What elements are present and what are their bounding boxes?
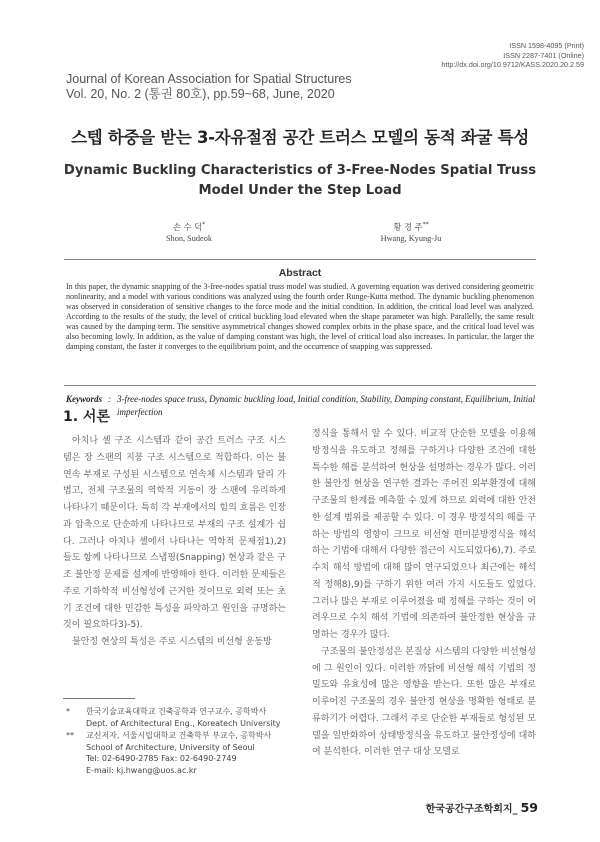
page-footer <box>426 800 538 815</box>
left-column <box>63 433 286 651</box>
title-english: Dynamic Buckling Characteristics of 3-Free-Nodes Spatial Truss Model Under the Step Load <box>63 163 537 198</box>
title-korean: 스텝 하중을 받는 3-자유절점 공간 트러스 모델의 동적 좌굴 특성 <box>71 128 529 147</box>
doi-link[interactable]: http://dx.doi.org/10.9712/KASS.2020.20.2.59 <box>441 60 584 70</box>
body-paragraph: 구조물의 불안정성은 본질상 시스템의 다양한 비선형성에 그 원인이 있다. 이러한 까닭에 비선형 해석 기법의 정밀도와 유효성에 많은 영향을 받는다. 또한 많은 부재로 이루어진 구조물의 경우 불안정 현상을 명확한 형태로 분류하기가 어렵다. 그래서 주로 단순한 부재들로 형성된 모델을 일반화하여 상태방정식을 유도하고 불안정성에 대하여 분석한다. 이러한 연구 대상 모델로 <box>312 646 536 758</box>
author-1-english: Shon, Sudeok <box>165 233 213 243</box>
footnote-1-mark: * <box>66 707 70 716</box>
page-number: 59 <box>520 800 538 815</box>
footnote-line: 교신저자, 서울시립대학교 건축학부 부교수, 공학박사 <box>86 731 272 740</box>
footnote-line: Dept. of Architectural Eng., Koreatech University <box>86 718 281 728</box>
footnote-1 <box>66 706 290 729</box>
footnote-email[interactable]: E-mail: kj.hwang@uos.ac.kr <box>86 765 197 775</box>
body-paragraph: 불안정 현상의 특성은 주로 시스템의 비선형 운동방 <box>72 637 272 647</box>
issn-print: ISSN 1598-4095 (Print) <box>509 41 584 50</box>
author-2-korean: 황 경 주 <box>393 221 423 232</box>
abstract-top-rule <box>64 259 536 260</box>
author-2-mark: ** <box>422 221 429 228</box>
keywords-label: Keywords <box>66 394 102 404</box>
keywords-colon: : <box>108 394 111 404</box>
journal-volume: Vol. 20, No. 2 (통권 80호), pp.59~68, June, 2020 <box>66 86 335 101</box>
abstract-bottom-rule <box>64 385 536 386</box>
footnote-2 <box>66 730 290 776</box>
footnote-2-mark: ** <box>66 731 74 740</box>
abstract-heading: Abstract <box>278 267 322 279</box>
author-1-mark: * <box>202 221 206 228</box>
author-1 <box>129 219 249 245</box>
footer-separator: _ <box>512 804 518 815</box>
right-column <box>312 426 536 761</box>
footer-journal: 한국공간구조학회지 <box>425 804 513 815</box>
footnote-rule <box>63 698 135 699</box>
keywords-list: 3-free-nodes space truss, Dynamic buckling load, Initial condition, Stability, Damping constant, Equilibrium, Initial imperfection <box>117 394 536 417</box>
issn-online: ISSN 2287-7401 (Online) <box>503 50 584 60</box>
body-paragraph: 정식을 통해서 알 수 있다. 비교적 단순한 모델을 이용해 방정식을 유도하고 정해를 구하거나 다양한 조건에 대한 특수한 해를 분석하여 현상을 설명하는 경우가 많다. 이러한 불안정 현상을 연구한 결과는 주어진 외부환경에 대해 구조물의 한계를 예측할 수 있게 하므로 외력에 대한 안전한 설계 범위를 제공할 수 있다. 이 경우 방정식의 해를 구하는 방법의 영향이 크므로 비선형 편미분방정식을 해석하는 기법에 대해서 다양한 접근이 시도되었다6),7). 주로 수치 해석 방법에 대해 많이 연구되었으나 최근에는 해석적 정해8),9)를 구하기 위한 여러 가지 시도들도 있었다. 그러나 많은 부재로 이루어졌을 때 정해를 구하는 것이 어려우므로 수치 해석 기법에 의존하여 불안정한 현상을 규명하는 경우가 많다. <box>312 429 536 640</box>
abstract-text: In this paper, the dynamic snapping of the 3-free-nodes spatial truss model was studied. A governing equation was derived considering geometric nonlinearity, and a model with various conditions was analyzed using the fourth order Runge-Kutta method. The dynamic buckling phenomenon was observed in consideration of sensitive changes to the force mode and the initial condition. In addition, the critical load level was analyzed. According to the results of the study, the level of critical buckling load elevated when the shape parameter was high. Parallelly, the same result was caused by the damping term. The sensitive asymmetrical changes showed complex orbits in the phase space, and the critical load level was also becoming lowly. In addition, as the value of damping constant was high, the level of critical load also increases. In particular, the larger the damping constant, the faster it converges to the equilibrium point, and the occurrence of snapping was suppressed. <box>66 282 534 352</box>
author-1-korean: 손 수 덕 <box>172 221 203 232</box>
author-2 <box>351 219 471 245</box>
section-heading: 1. 서론 <box>63 409 110 425</box>
journal-name: Journal of Korean Association for Spatial Structures <box>66 72 352 86</box>
author-2-english: Hwang, Kyung-Ju <box>380 233 442 243</box>
footnote-line: 한국기술교육대학교 건축공학과 연구교수, 공학박사 <box>86 707 267 716</box>
issn-block <box>441 41 584 70</box>
body-paragraph: 아치나 셸 구조 시스템과 같이 공간 트러스 구조 시스템은 장 스팬의 지붕 구조 시스템으로 적합하다. 이는 불연속 부재로 구성된 시스템으로 연속체 시스템과 달리 가볍고, 전체 구조물의 역학적 거동이 장 스팬에 유리하게 나타나기 때문이다. 특히 각 부재에서의 힘의 흐름은 인장과 압축으로 단순하게 나타나므로 부재의 구조 설계가 쉽다. 그러나 아치나 셸에서 나타나는 역학적 문제점1),2)들도 함께 나타나므로 스냅핑(Snapping) 현상과 같은 구조 불안정 문제를 설계에 반영해야 한다. 이러한 문제들은 주로 기하학적 비선형성에 근거한 것이므로 외력 또는 초기 조건에 대한 민감한 특성을 파악하고 원인을 규명하는 것이 필요하다3)-5). <box>63 436 286 631</box>
keywords <box>66 393 536 418</box>
footnote-line: School of Architecture, University of Seoul <box>86 742 255 752</box>
journal-info <box>66 72 352 101</box>
footnote-line: Tel: 02-6490-2785 Fax: 02-6490-2749 <box>86 754 237 763</box>
